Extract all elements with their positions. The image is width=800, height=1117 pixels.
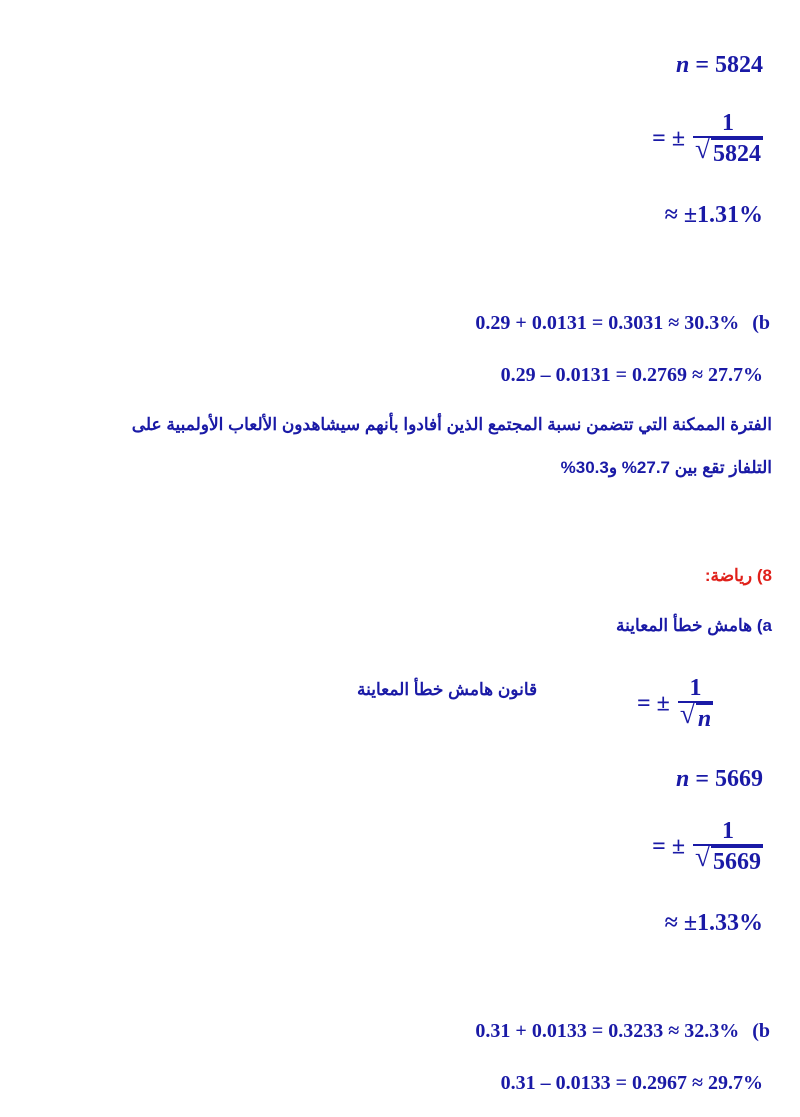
- interval-upper-expr: 0.29 + 0.0131 = 0.3031 ≈ 30.3%: [475, 312, 740, 334]
- sqrt-radicand: 5669: [711, 846, 763, 876]
- sqrt-icon: [680, 703, 713, 733]
- part-b-label: (b: [752, 312, 770, 334]
- fraction-numerator: 1: [693, 110, 763, 138]
- sqrt-icon: [695, 846, 763, 876]
- n-value: = 5669: [695, 766, 763, 792]
- part-a-label: a) هامش خطأ المعاينة: [616, 616, 772, 635]
- fraction: [693, 818, 763, 876]
- conclusion-line-1: الفترة الممكنة التي تتضمن نسبة المجتمع الذين أفادوا بأنهم سيشاهدون الألعاب الأولمبية على: [131, 415, 772, 434]
- plus-minus-prefix: = ±: [637, 690, 670, 717]
- fraction: [693, 110, 763, 168]
- margin-fraction-2: [652, 818, 763, 876]
- fraction-numerator: 1: [693, 818, 763, 846]
- fraction-numerator: 1: [678, 675, 713, 703]
- n-variable: n: [675, 52, 690, 78]
- interval-lower-2: 0.31 – 0.0133 = 0.2967 ≈ 29.7%: [500, 1072, 763, 1094]
- n-equation-1: [676, 52, 763, 79]
- plus-minus-prefix: = ±: [652, 833, 685, 860]
- n-equation-2: [676, 766, 763, 793]
- section-heading: 8) رياضة:: [704, 566, 772, 585]
- n-value: = 5824: [695, 52, 763, 78]
- margin-approx-2: ≈ ±1.33%: [664, 910, 763, 936]
- interval-upper-expr: 0.31 + 0.0133 = 0.3233 ≈ 32.3%: [475, 1020, 740, 1042]
- interval-lower-1: 0.29 – 0.0131 = 0.2769 ≈ 27.7%: [500, 364, 763, 386]
- fraction-denominator: [678, 703, 713, 733]
- margin-fraction-1: [652, 110, 763, 168]
- formula-label: قانون هامش خطأ المعاينة: [357, 680, 538, 699]
- part-b-label: (b: [752, 1020, 770, 1042]
- sqrt-radicand: 5824: [711, 138, 763, 168]
- fraction-denominator: [693, 846, 763, 876]
- plus-minus-prefix: = ±: [652, 125, 685, 152]
- n-variable: n: [675, 766, 690, 792]
- sqrt-icon: [695, 138, 763, 168]
- interval-upper-2: [475, 1020, 770, 1043]
- margin-approx-1: ≈ ±1.31%: [664, 202, 763, 228]
- fraction: [678, 675, 713, 733]
- conclusion-line-2: التلفاز تقع بين 27.7% و30.3%: [560, 458, 772, 477]
- fraction-denominator: [693, 138, 763, 168]
- margin-formula: [637, 675, 713, 733]
- sqrt-radicand: n: [696, 703, 713, 733]
- interval-upper-1: [475, 312, 770, 335]
